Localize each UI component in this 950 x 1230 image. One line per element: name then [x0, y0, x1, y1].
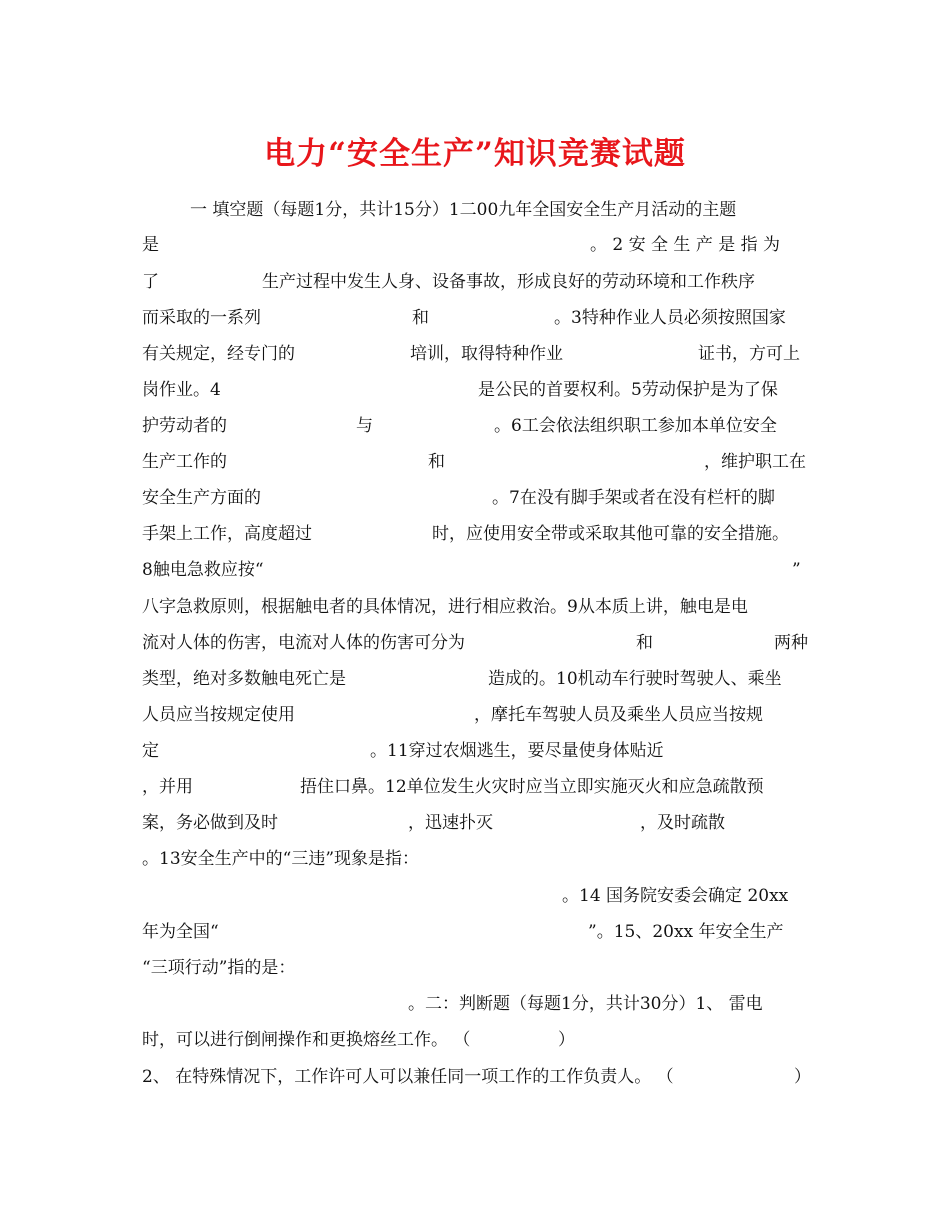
text-segment: 和 — [412, 308, 429, 328]
text-segment: 2、 在特殊情况下，工作许可人可以兼任同一项工作的工作负责人。 （ — [142, 1067, 674, 1087]
text-segment: 生产工作的 — [142, 452, 227, 472]
text-segment: 安全生产方面的 — [142, 488, 261, 508]
text-segment: 年为全国“ — [142, 922, 219, 942]
text-line — [142, 1022, 812, 1058]
text-segment: 手架上工作，高度超过 — [142, 524, 312, 544]
text-segment: ”。15、20xx 年安全生产 — [588, 922, 784, 942]
text-segment: 。7在没有脚手架或者在没有栏杆的脚 — [492, 488, 775, 508]
text-segment: 一 填空题（每题1分，共计15分）1二00九年全国安全生产月活动的主题 — [190, 200, 737, 220]
text-line — [142, 516, 812, 552]
text-line — [142, 914, 812, 950]
text-segment: ，并用 — [142, 777, 193, 797]
text-line — [142, 733, 812, 769]
text-segment: 生产过程中发生人身、设备事故，形成良好的劳动环境和工作秩序 — [262, 272, 755, 292]
text-segment: 证书，方可上 — [698, 344, 800, 364]
text-segment: 了 — [142, 272, 159, 292]
text-segment: 培训，取得特种作业 — [410, 344, 563, 364]
text-segment: 时，可以进行倒闸操作和更换熔丝工作。 （ — [142, 1030, 471, 1050]
text-segment: 。二：判断题（每题1分，共计30分）1、 雷电 — [408, 994, 763, 1014]
text-segment: 有关规定，经专门的 — [142, 344, 295, 364]
text-segment: 护劳动者的 — [142, 416, 227, 436]
text-segment: 。 2 安 全 生 产 是 指 为 — [590, 235, 781, 255]
text-segment: ） — [794, 1067, 811, 1087]
text-segment: ，迅速扑灭 — [408, 813, 493, 833]
text-segment: 时，应使用安全带或采取其他可靠的安全措施。 — [432, 524, 789, 544]
text-segment: 是 — [142, 235, 159, 255]
text-segment: ” — [792, 560, 801, 580]
text-line — [142, 769, 812, 805]
document-title: 电力“安全生产”知识竞赛试题 — [264, 136, 686, 172]
text-segment: 造成的。10机动车行驶时驾驶人、乘坐 — [488, 669, 782, 689]
text-segment: 。14 国务院安委会确定 20xx — [562, 886, 789, 906]
text-segment: 。11穿过农烟逃生，要尽量使身体贴近 — [370, 741, 664, 761]
text-segment: 捂住口鼻。12单位发生火灾时应当立即实施灭火和应急疏散预 — [300, 777, 764, 797]
text-segment: 8触电急救应按“ — [142, 560, 264, 580]
text-segment: 。13安全生产中的“三违”现象是指： — [142, 849, 420, 869]
text-line — [142, 589, 812, 625]
text-segment: 类型，绝对多数触电死亡是 — [142, 669, 346, 689]
text-line — [142, 625, 812, 661]
text-line — [142, 480, 812, 516]
text-segment: ，摩托车驾驶人员及乘坐人员应当按规 — [474, 705, 763, 725]
text-line — [142, 1059, 812, 1095]
text-line — [142, 408, 812, 444]
text-segment: ，及时疏散 — [640, 813, 725, 833]
text-segment: 与 — [356, 416, 373, 436]
text-line — [142, 227, 812, 263]
text-segment: 人员应当按规定使用 — [142, 705, 295, 725]
text-segment: 而采取的一系列 — [142, 308, 261, 328]
text-line — [142, 986, 812, 1022]
text-line — [142, 878, 812, 914]
text-segment: 案，务必做到及时 — [142, 813, 278, 833]
text-line — [142, 300, 812, 336]
text-line — [142, 805, 812, 841]
text-segment: 岗作业。4 — [142, 380, 221, 400]
text-segment: 流对人体的伤害，电流对人体的伤害可分为 — [142, 633, 465, 653]
text-line — [142, 444, 812, 480]
text-segment: 和 — [428, 452, 445, 472]
text-line — [142, 841, 812, 877]
text-segment: 定 — [142, 741, 159, 761]
text-line — [142, 661, 812, 697]
text-line — [142, 336, 812, 372]
text-line — [142, 192, 812, 228]
text-segment: 是公民的首要权利。5劳动保护是为了保 — [478, 380, 778, 400]
text-segment: 八字急救原则，根据触电者的具体情况，进行相应救治。9从本质上讲，触电是电 — [142, 597, 748, 617]
text-line — [142, 697, 812, 733]
text-segment: 。3特种作业人员必须按照国家 — [554, 308, 786, 328]
text-segment: 。6工会依法组织职工参加本单位安全 — [494, 416, 777, 436]
text-segment: 两种 — [774, 633, 808, 653]
text-segment: “三项行动”指的是： — [142, 958, 296, 978]
text-line — [142, 950, 812, 986]
text-segment: ，维护职工在 — [704, 452, 806, 472]
text-line — [142, 372, 812, 408]
text-line — [142, 264, 812, 300]
text-line — [142, 552, 812, 588]
text-segment: ） — [558, 1030, 575, 1050]
text-segment: 和 — [636, 633, 653, 653]
